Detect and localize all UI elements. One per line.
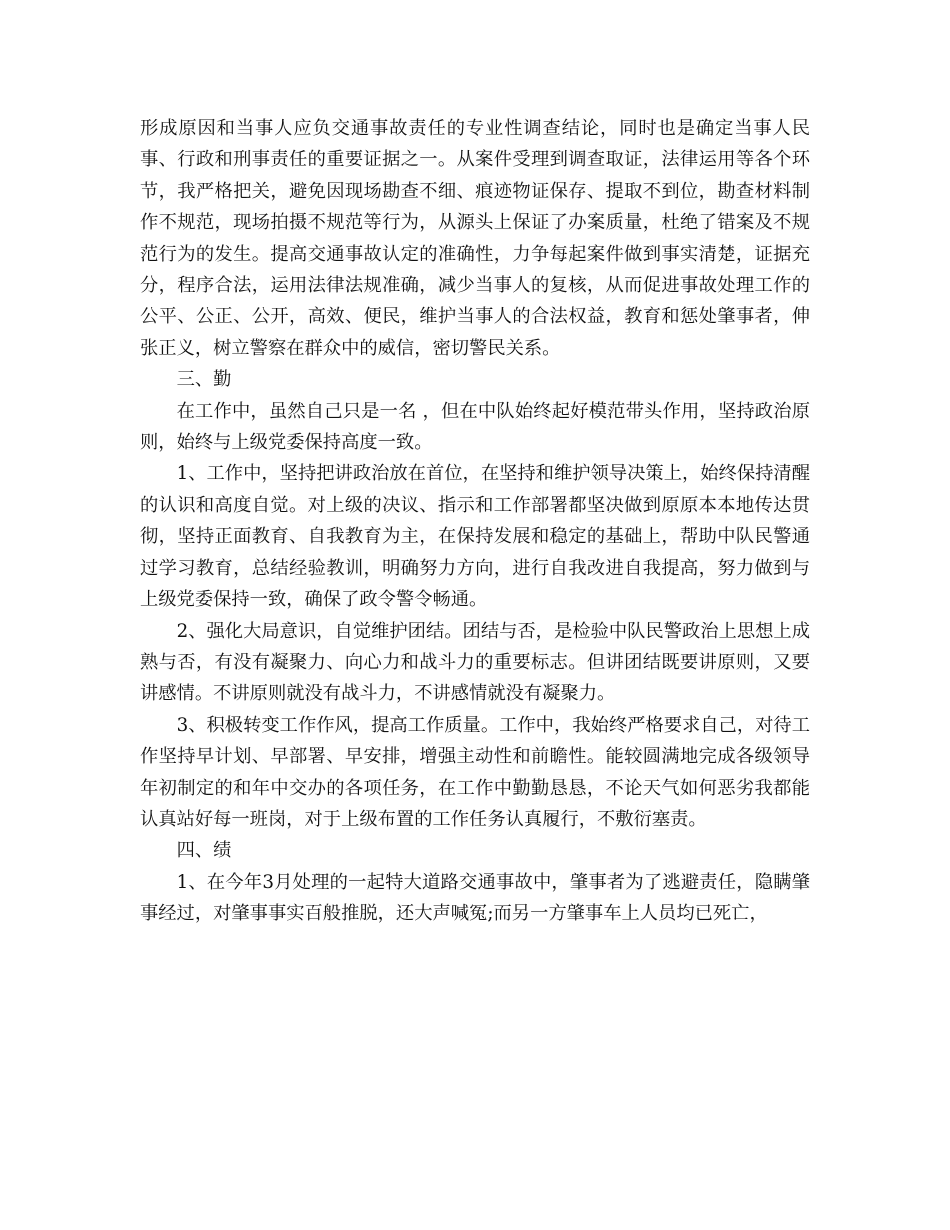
body-paragraph: 1、工作中，坚持把讲政治放在首位，在坚持和维护领导决策上，始终保持清醒的认识和高度自觉。对上级的决议、指示和工作部署都坚决做到原原本本地传达贯彻，坚持正面教育、自我教育为主，在保持发展和稳定的基础上，帮助中队民警通过学习教育，总结经验教训，明确努力方向，进行自我改进自我提高，努力做到与上级党委保持一致，确保了政令警令畅通。 (140, 463, 810, 611)
body-paragraph: 3、积极转变工作作风，提高工作质量。工作中，我始终严格要求自己，对待工作坚持早计划、早部署、早安排，增强主动性和前瞻性。能较圆满地完成各级领导年初制定的和年中交办的各项任务，在工作中勤勤恳恳，不论天气如何恶劣我都能认真站好每一班岗，对于上级布置的工作任务认真履行，不敷衍塞责。 (140, 714, 810, 830)
document-page (140, 113, 810, 930)
body-paragraph: 1、在今年3月处理的一起特大道路交通事故中，肇事者为了逃避责任，隐瞒肇事经过，对肇事事实百般推脱，还大声喊冤;而另一方肇事车上人员均已死亡， (140, 871, 810, 925)
body-paragraph: 在工作中，虽然自己只是一名 ，但在中队始终起好模范带头作用，坚持政治原则，始终与上级党委保持高度一致。 (140, 400, 810, 454)
section-heading: 三、勤 (176, 369, 232, 391)
body-paragraph: 2、强化大局意识，自觉维护团结。团结与否，是检验中队民警政治上思想上成熟与否，有没有凝聚力、向心力和战斗力的重要标志。但讲团结既要讲原则，又要讲感情。不讲原则就没有战斗力，不讲感情就没有凝聚力。 (140, 620, 810, 705)
section-heading: 四、绩 (176, 840, 232, 862)
body-paragraph: 形成原因和当事人应负交通事故责任的专业性调查结论，同时也是确定当事人民事、行政和刑事责任的重要证据之一。从案件受理到调查取证，法律运用等各个环节，我严格把关，避免因现场勘查不细、痕迹物证保存、提取不到位，勘查材料制作不规范，现场拍摄不规范等行为，从源头上保证了办案质量，杜绝了错案及不规范行为的发生。提高交通事故认定的准确性，力争每起案件做到事实清楚，证据充分，程序合法，运用法律法规准确，减少当事人的复核，从而促进事故处理工作的公平、公正、公开，高效、便民，维护当事人的合法权益，教育和惩处肇事者，伸张正义，树立警察在群众中的威信，密切警民关系。 (140, 118, 810, 359)
